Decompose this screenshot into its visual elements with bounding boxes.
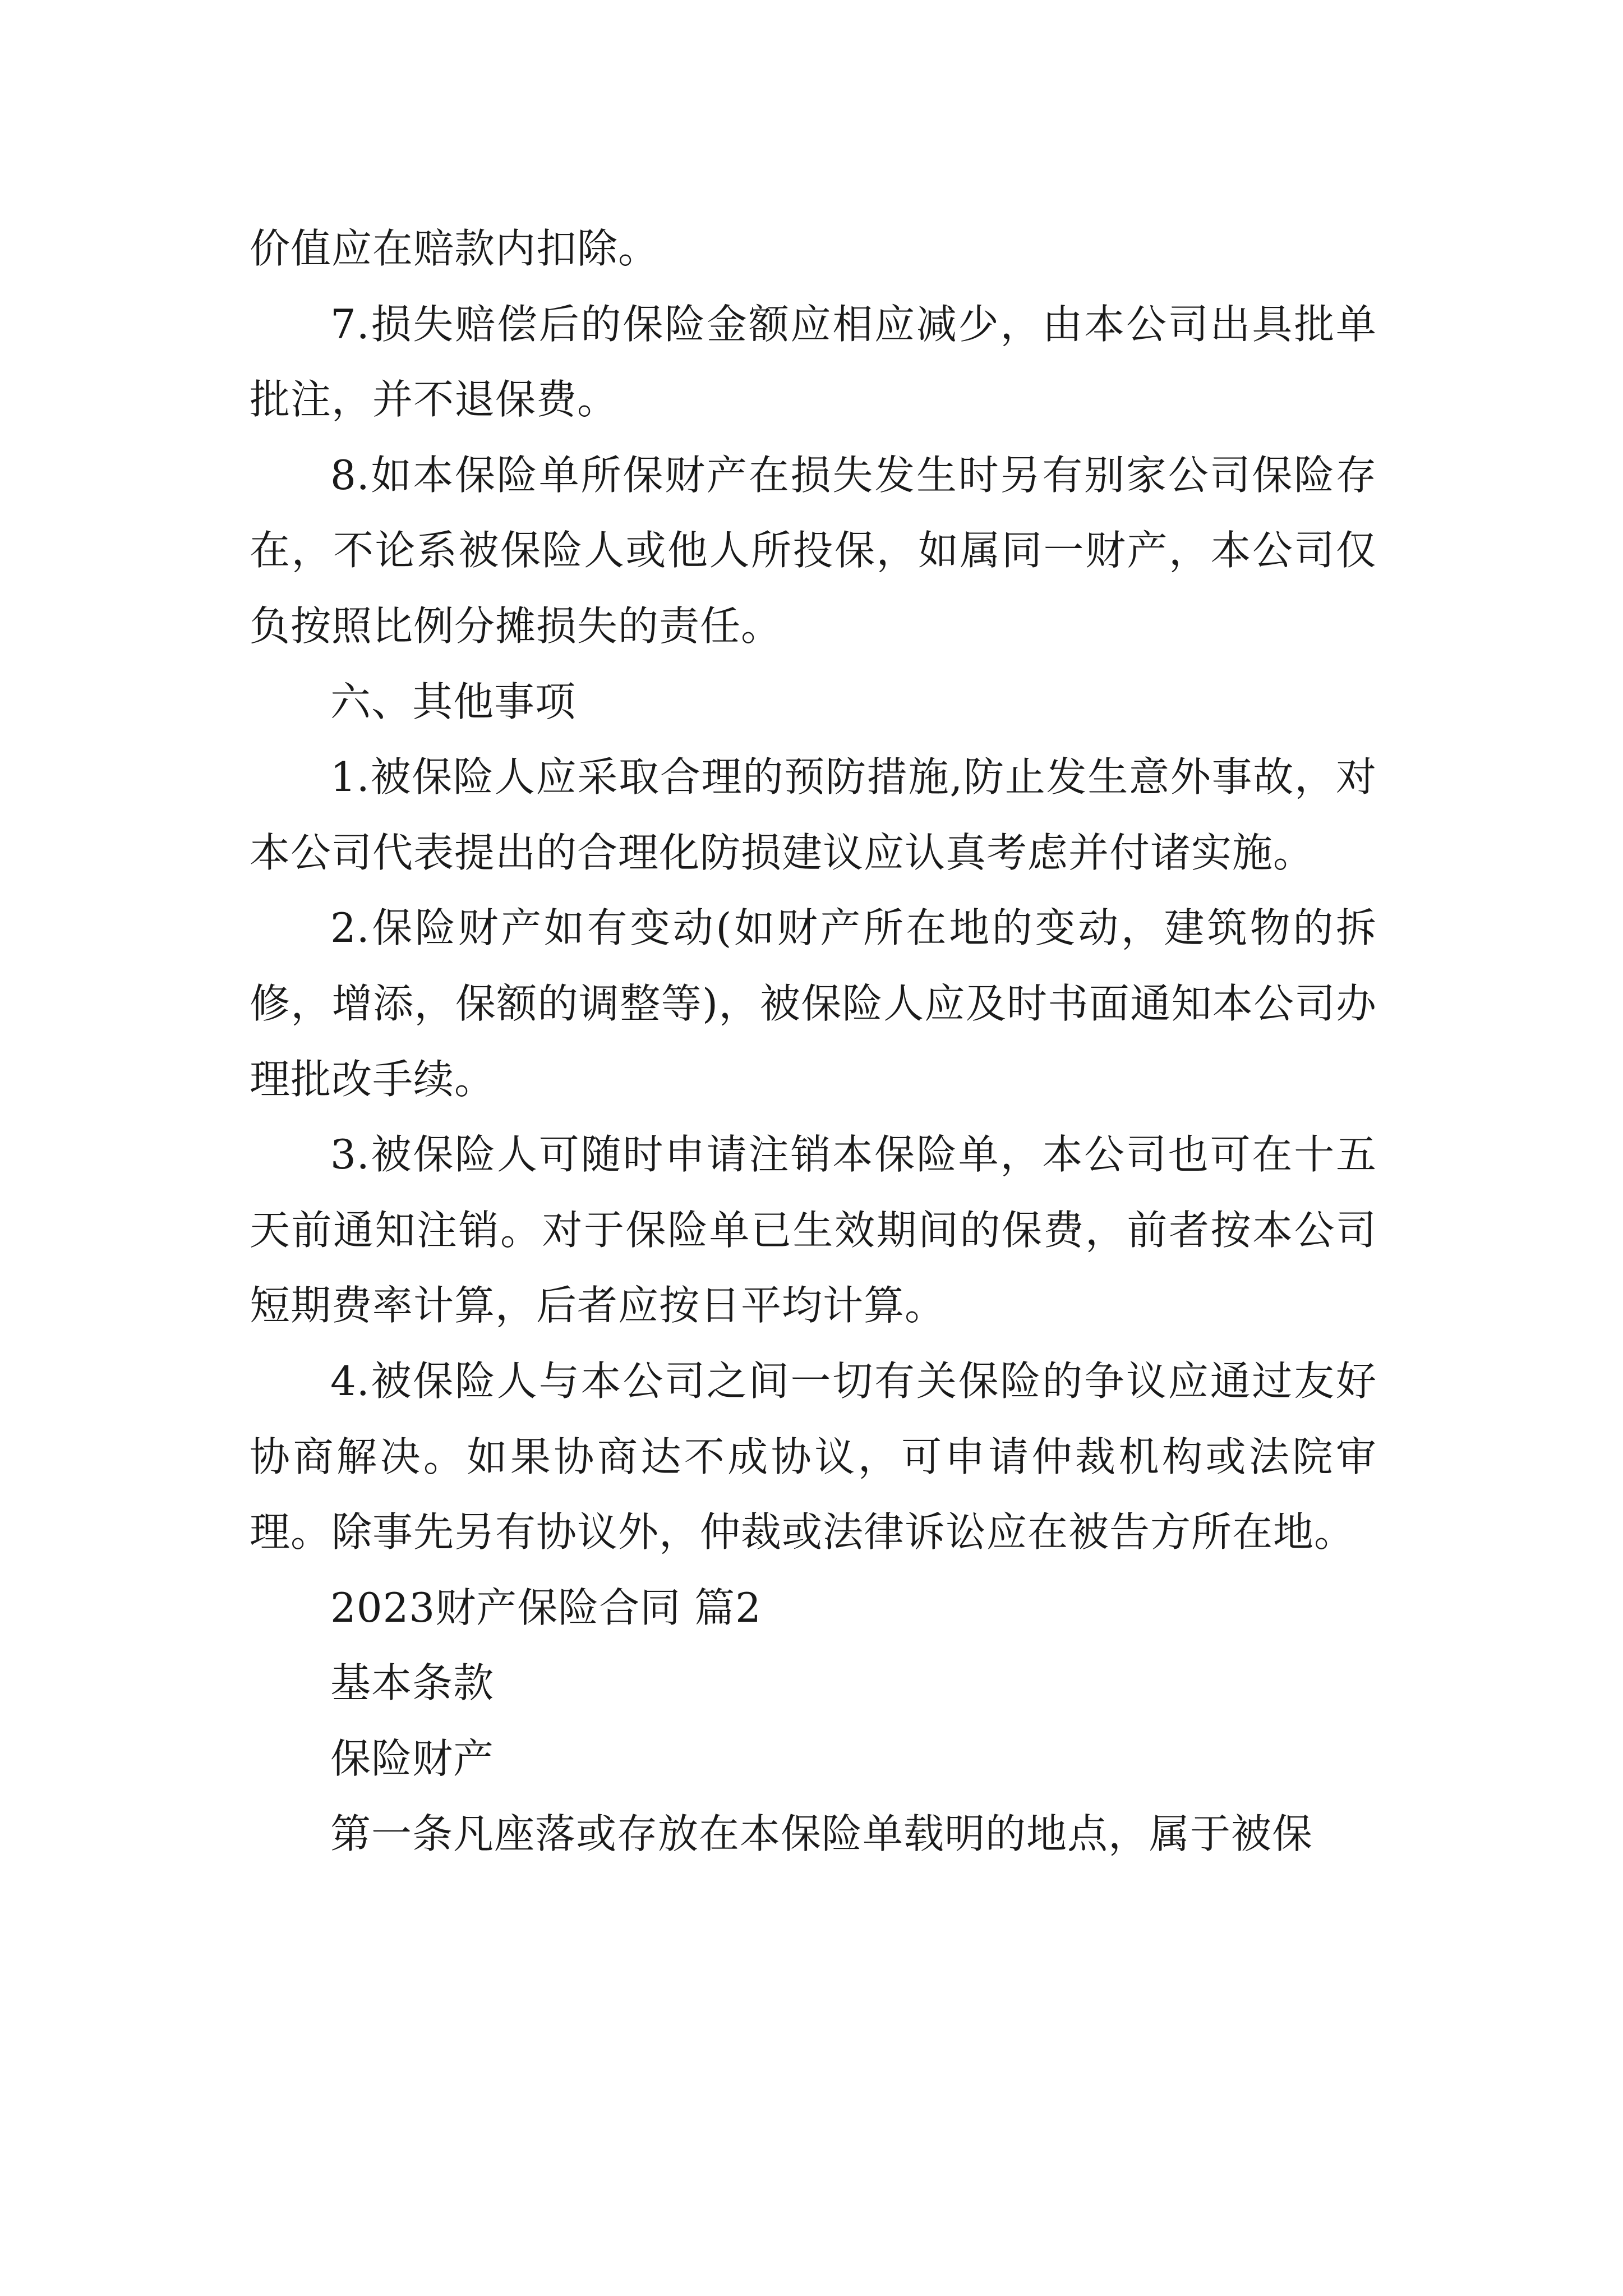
heading-insured-property: 保险财产	[330, 1734, 495, 1782]
paragraph-item-8: 8.如本保险单所保财产在损失发生时另有别家公司保险存在，不论系被保险人或他人所投保，如属同一财产，本公司仅负按照比例分摊损失的责任。	[250, 451, 1377, 650]
part-heading-contract-2: 2023财产保险合同 篇2	[330, 1584, 762, 1631]
paragraph-other-1: 1.被保险人应采取合理的预防措施,防止发生意外事故，对本公司代表提出的合理化防损建议应认真考虑并付诸实施。	[250, 753, 1377, 876]
section-heading-other-matters: 六、其他事项	[330, 678, 577, 725]
paragraph-value-deduct: 价值应在赔款内扣除。	[250, 225, 660, 272]
paragraph-other-3: 3.被保险人可随时申请注销本保险单，本公司也可在十五天前通知注销。对于保险单已生效期间的保费，前者按本公司短期费率计算，后者应按日平均计算。	[250, 1131, 1377, 1329]
heading-basic-terms: 基本条款	[330, 1659, 495, 1707]
paragraph-article-1: 第一条凡座落或存放在本保险单载明的地点，属于被保	[330, 1810, 1313, 1858]
document-body	[250, 211, 1377, 1872]
paragraph-other-4: 4.被保险人与本公司之间一切有关保险的争议应通过友好协商解决。如果协商达不成协议，可申请仲裁机构或法院审理。除事先另有协议外，仲裁或法律诉讼应在被告方所在地。	[250, 1357, 1377, 1556]
paragraph-item-7: 7.损失赔偿后的保险金额应相应减少，由本公司出具批单批注，并不退保费。	[250, 300, 1377, 424]
paragraph-other-2: 2.保险财产如有变动(如财产所在地的变动，建筑物的拆修，增添，保额的调整等)，被保险人应及时书面通知本公司办理批改手续。	[250, 904, 1377, 1103]
